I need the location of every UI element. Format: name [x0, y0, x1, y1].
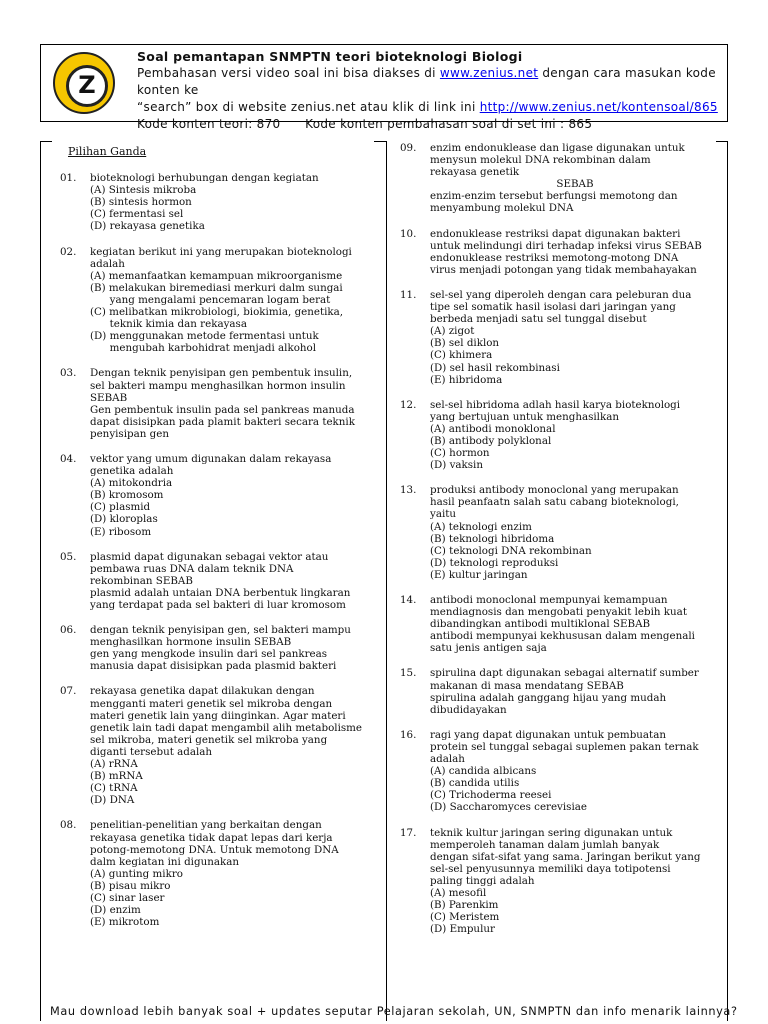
- question-number: 01.: [60, 172, 77, 185]
- question-text-line: sel-sel hibridoma adlah hasil karya bioteknologi: [430, 398, 681, 411]
- column-divider: [386, 141, 387, 1021]
- question-text-line: gen yang mengkode insulin dari sel pankreas: [90, 648, 328, 661]
- question-number: 05.: [60, 550, 77, 563]
- question-08: [60, 819, 378, 928]
- question-10: [400, 228, 720, 276]
- question-text-line: spirulina adalah ganggang hijau yang mudah: [430, 691, 667, 704]
- question-number: 06.: [60, 624, 77, 637]
- answer-option: (A) candida albicans: [430, 765, 537, 778]
- question-text-line: rekayasa genetika dapat dilakukan dengan: [90, 685, 315, 698]
- question-text-line: pembawa ruas DNA dalam teknik DNA: [90, 562, 294, 575]
- question-text-line: menysun molekul DNA rekombinan dalam: [430, 154, 651, 167]
- answer-option: (A) antibodi monoklonal: [430, 422, 556, 435]
- left-frame-top-tick: [40, 141, 52, 142]
- left-frame-right-tick: [374, 141, 386, 142]
- answer-option: (E) kultur jaringan: [430, 568, 528, 581]
- footer-text: Mau download lebih banyak soal + updates seputar Pelajaran sekolah, UN, SNMPTN dan info menarik lainnya?: [50, 1005, 738, 1018]
- question-text-line: berbeda menjadi satu sel tunggal disebut: [430, 313, 647, 326]
- question-text-line: produksi antibody monoclonal yang merupakan: [430, 484, 679, 497]
- question-02: [60, 246, 378, 355]
- question-number: 08.: [60, 819, 77, 832]
- left-question-column: [60, 146, 378, 928]
- question-text-line: genetika adalah: [90, 465, 174, 478]
- question-text-line: makanan di masa mendatang SEBAB: [430, 679, 624, 692]
- question-03: [60, 367, 378, 440]
- question-text-line: adalah: [90, 257, 125, 270]
- answer-option: (D) rekayasa genetika: [90, 220, 205, 233]
- question-number: 03.: [60, 367, 77, 380]
- question-text-line: satu jenis antigen saja: [430, 642, 547, 655]
- question-text-line: endonuklease restriksi memotong-motong DNA: [430, 251, 679, 264]
- question-text-line: mengganti materi genetik sel mikroba dengan: [90, 697, 333, 710]
- question-text-line: sel mikroba, materi genetik sel mikroba yang: [90, 733, 328, 746]
- right-question-column: [400, 142, 720, 935]
- question-text-line: sel-sel penyusunnya memiliki daya totipotensi: [430, 862, 671, 875]
- answer-option: (C) melibatkan mikrobiologi, biokimia, genetika,: [90, 306, 344, 319]
- question-text-line: enzim endonuklease dan ligase digunakan untuk: [430, 142, 685, 154]
- question-text-line: sel-sel yang diperoleh dengan cara peleburan dua: [430, 288, 692, 301]
- answer-option: (A) rRNA: [90, 758, 138, 771]
- answer-option: (A) Sintesis mikroba: [90, 184, 197, 197]
- question-text-line: bioteknologi berhubungan dengan kegiatan: [90, 172, 319, 185]
- answer-option: (D) teknologi reproduksi: [430, 556, 559, 569]
- question-text-line: Dengan teknik penyisipan gen pembentuk insulin,: [90, 367, 353, 380]
- question-text-line: mendiagnosis dan mengobati penyakit lebih kuat: [430, 606, 687, 619]
- question-13: [400, 484, 720, 581]
- answer-option: (A) memanfaatkan kemampuan mikroorganisme: [90, 269, 343, 282]
- question-07: [60, 685, 378, 806]
- question-text-line: antibodi mempunyai kekhususan dalam mengenali: [430, 630, 695, 643]
- question-text-line: potong-memotong DNA. Untuk memotong DNA: [90, 843, 339, 856]
- question-number: 07.: [60, 685, 77, 698]
- zenius-link[interactable]: www.zenius.net: [439, 66, 539, 80]
- question-text-line: yaitu: [430, 508, 457, 521]
- question-text-line: rekayasa genetika tidak dapat lepas dari kerja: [90, 831, 333, 844]
- question-text-line: plasmid adalah untaian DNA berbentuk lingkaran: [90, 586, 351, 599]
- question-text-line: untuk melindungi diri terhadap infeksi virus SEBAB: [430, 239, 702, 252]
- question-14: [400, 594, 720, 654]
- question-number: 09.: [400, 142, 417, 154]
- answer-option: mengubah karbohidrat menjadi alkohol: [90, 342, 317, 355]
- question-number: 12.: [400, 398, 417, 411]
- answer-option: (C) Trichoderma reesei: [430, 789, 552, 802]
- question-04: [60, 453, 378, 538]
- answer-option: (C) fermentasi sel: [90, 208, 184, 221]
- question-number: 14.: [400, 594, 417, 606]
- answer-option: (D) menggunakan metode fermentasi untuk: [90, 330, 319, 343]
- answer-option: teknik kimia dan rekayasa: [90, 318, 247, 331]
- right-frame-edge: [727, 141, 728, 1021]
- question-text-line: manusia dapat disisipkan pada plasmid bakteri: [90, 660, 337, 673]
- question-text-line: hasil peanfaatn salah satu cabang bioteknologi,: [430, 496, 679, 509]
- answer-option: (B) antibody polyklonal: [430, 434, 552, 447]
- question-number: 02.: [60, 245, 77, 258]
- answer-option: (E) mikrotom: [90, 916, 160, 929]
- question-text-line: penyisipan gen: [90, 427, 169, 440]
- answer-option: yang mengalami pencemaran logam berat: [90, 293, 331, 306]
- answer-option: (A) gunting mikro: [90, 867, 183, 880]
- document-title: Soal pemantapan SNMPTN teori bioteknologi Biologi: [137, 49, 523, 64]
- question-text-line: dalm kegiatan ini digunakan: [90, 855, 239, 868]
- question-text-line: vektor yang umum digunakan dalam rekayasa: [90, 452, 332, 465]
- answer-option: (C) teknologi DNA rekombinan: [430, 544, 592, 557]
- question-text-line: rekombinan SEBAB: [90, 574, 193, 587]
- question-text-line: materi genetik lain yang diinginkan. Agar materi: [90, 709, 346, 722]
- header-box: [40, 44, 728, 131]
- question-number: 04.: [60, 452, 77, 465]
- answer-option: (B) candida utilis: [430, 777, 520, 790]
- question-text-line: enzim-enzim tersebut berfungsi memotong dan: [430, 190, 678, 203]
- question-text-line: adalah: [430, 753, 465, 766]
- question-05: [60, 551, 378, 611]
- answer-option: (D) sel hasil rekombinasi: [430, 361, 560, 374]
- answer-option: (E) hibridoma: [430, 373, 503, 386]
- question-number: 13.: [400, 484, 417, 497]
- answer-option: (D) DNA: [90, 794, 135, 807]
- answer-option: (A) mesofil: [430, 886, 487, 899]
- question-01: [60, 172, 378, 232]
- answer-option: (A) teknologi enzim: [430, 520, 532, 533]
- answer-option: (B) Parenkim: [430, 899, 499, 912]
- question-text-line: SEBAB: [90, 391, 128, 404]
- question-text-line: teknik kultur jaringan sering digunakan untuk: [430, 826, 673, 839]
- question-number: 10.: [400, 227, 417, 240]
- question-text-line: menghasilkan hormone insulin SEBAB: [90, 636, 292, 649]
- question-text-line: endonuklease restriksi dapat digunakan bakteri: [430, 227, 681, 240]
- kode-konten: Kode konten teori: 870 Kode konten pembahasan soal di set ini : 865: [137, 117, 593, 131]
- question-text-line: diganti tersebut adalah: [90, 745, 213, 758]
- answer-option: (E) ribosom: [90, 525, 152, 538]
- question-text-line: antibodi monoclonal mempunyai kemampuan: [430, 594, 668, 606]
- question-text-line: penelitian-penelitian yang berkaitan dengan: [90, 819, 322, 832]
- question-number: 17.: [400, 826, 417, 839]
- question-09: [400, 142, 720, 215]
- answer-option: (B) mRNA: [90, 770, 143, 783]
- question-text-line: dapat disisipkan pada plamit bakteri secara teknik: [90, 415, 355, 428]
- question-text-line: dibandingkan antibodi multiklonal SEBAB: [430, 618, 651, 631]
- section-title: Pilihan Ganda: [68, 145, 147, 158]
- answer-option: (D) vaksin: [430, 459, 483, 472]
- question-text-line: Gen pembentuk insulin pada sel pankreas manuda: [90, 403, 355, 416]
- question-text-line: tipe sel somatik hasil isolasi dari jaringan yang: [430, 301, 676, 314]
- header-line-3: “search” box di website zenius.net atau klik di link ini http://www.zenius.net/kontensoal/865: [137, 100, 718, 114]
- question-text-line: memperoleh tanaman dalam jumlah banyak: [430, 838, 660, 851]
- question-text-line: kegiatan berikut ini yang merupakan bioteknologi: [90, 245, 352, 258]
- kontensoal-link[interactable]: http://www.zenius.net/kontensoal/865: [479, 100, 718, 114]
- sebab-label: SEBAB: [556, 178, 594, 191]
- question-06: [60, 624, 378, 672]
- zenius-logo: [53, 52, 115, 114]
- answer-option: (B) sel diklon: [430, 337, 500, 350]
- answer-option: (B) melakukan biremediasi merkuri dalm sungai: [90, 281, 343, 294]
- question-12: [400, 399, 720, 472]
- answer-option: (C) Meristem: [430, 911, 500, 924]
- answer-option: (B) teknologi hibridoma: [430, 532, 555, 545]
- question-text-line: ragi yang dapat digunakan untuk pembuatan: [430, 728, 666, 741]
- question-text-line: yang bertujuan untuk menghasilkan: [430, 410, 619, 423]
- question-15: [400, 667, 720, 715]
- question-text-line: dengan teknik penyisipan gen, sel bakteri mampu: [90, 624, 351, 637]
- question-text-line: spirulina dapt digunakan sebagai alternatif sumber: [430, 667, 699, 680]
- answer-option: (D) Empulur: [430, 923, 495, 936]
- answer-option: (C) tRNA: [90, 782, 138, 795]
- question-17: [400, 827, 720, 936]
- answer-option: (D) kloroplas: [90, 513, 158, 526]
- question-number: 11.: [400, 288, 417, 301]
- answer-option: (C) hormon: [430, 447, 490, 460]
- answer-option: (C) khimera: [430, 349, 493, 362]
- question-16: [400, 729, 720, 814]
- question-number: 16.: [400, 728, 417, 741]
- question-11: [400, 289, 720, 386]
- answer-option: (C) plasmid: [90, 501, 151, 514]
- answer-option: (C) sinar laser: [90, 891, 165, 904]
- answer-option: (B) pisau mikro: [90, 879, 171, 892]
- answer-option: (B) kromosom: [90, 489, 164, 502]
- question-text-line: rekayasa genetik: [430, 166, 520, 179]
- question-text-line: dibudidayakan: [430, 703, 507, 716]
- question-text-line: virus menjadi potongan yang tidak membahayakan: [430, 263, 697, 276]
- answer-option: (D) Saccharomyces cerevisiae: [430, 801, 587, 814]
- question-text-line: plasmid dapat digunakan sebagai vektor atau: [90, 550, 329, 563]
- question-number: 15.: [400, 667, 417, 680]
- answer-option: (A) zigot: [430, 325, 475, 338]
- question-text-line: sel bakteri mampu menghasilkan hormon insulin: [90, 379, 346, 392]
- answer-option: (A) mitokondria: [90, 477, 173, 490]
- answer-option: (D) enzim: [90, 904, 141, 917]
- header-line-2: Pembahasan versi video soal ini bisa diakses di www.zenius.net dengan cara masukan kode konten ke: [137, 66, 716, 97]
- question-text-line: protein sel tunggal sebagai suplemen pakan ternak: [430, 740, 699, 753]
- question-text-line: dengan sifat-sifat yang sama. Jaringan berikut yang: [430, 850, 701, 863]
- question-text-line: genetik lain tadi dapat mengambil alih metabolisme: [90, 721, 363, 734]
- question-text-line: yang terdapat pada sel bakteri di luar kromosom: [90, 599, 346, 611]
- question-text-line: paling tinggi adalah: [430, 874, 535, 887]
- answer-option: (B) sintesis hormon: [90, 196, 192, 209]
- question-text-line: menyambung molekul DNA: [430, 202, 574, 215]
- logo-letter: Z: [78, 71, 96, 99]
